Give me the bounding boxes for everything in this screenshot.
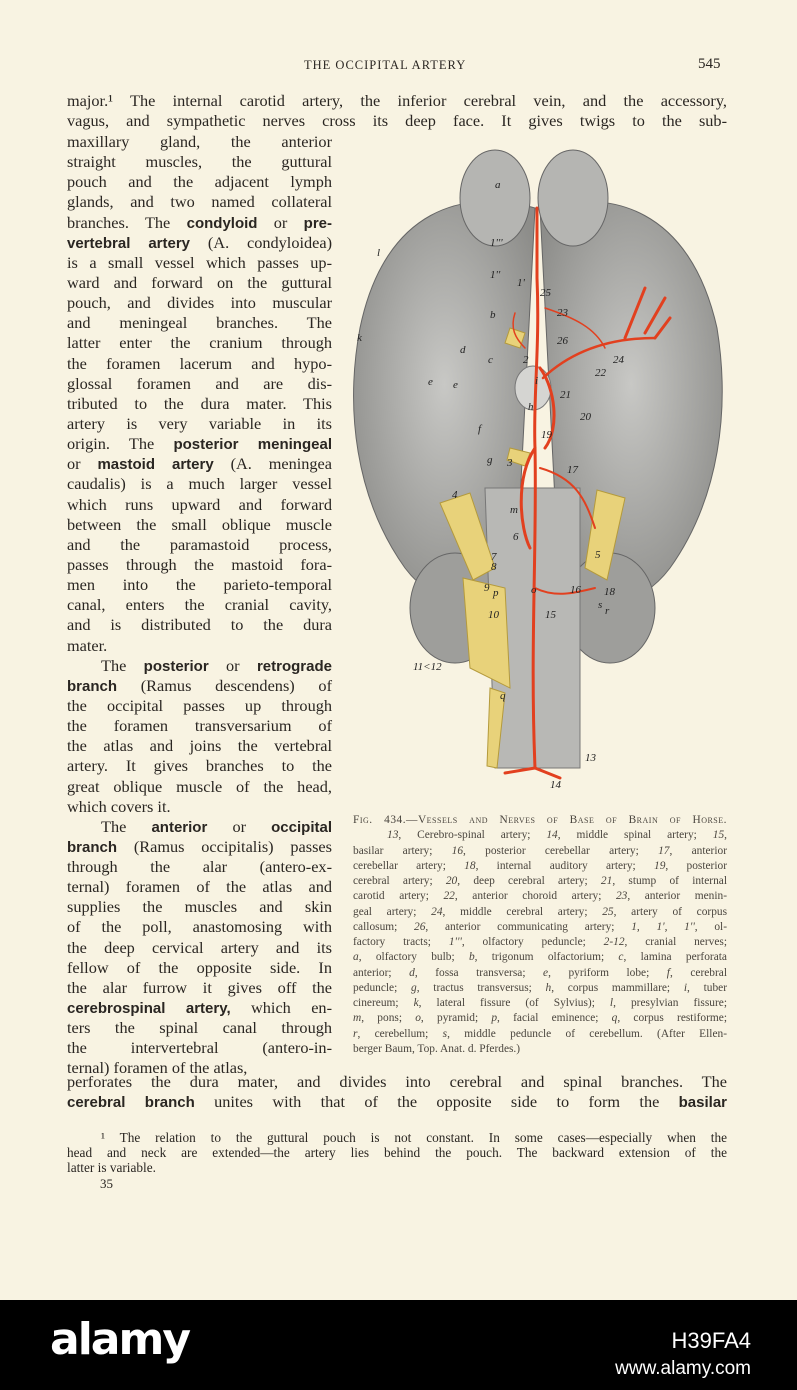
- text-line: [67, 656, 332, 676]
- text-span: berger Baum, Top. Anat. d. Pferdes.): [353, 1042, 521, 1055]
- text-span: mater.: [67, 635, 108, 655]
- text-span: through the alar (antero-ex-: [67, 857, 332, 877]
- text-line: [67, 636, 332, 656]
- text-line: [67, 495, 332, 515]
- figure-label: 11<12: [413, 661, 442, 673]
- text-span: the intervertebral (antero-in-: [67, 1038, 332, 1058]
- text-line: [67, 213, 332, 233]
- text-span: , corpus mammillare;: [551, 981, 684, 994]
- text-line: [67, 756, 332, 776]
- text-line: [67, 333, 332, 353]
- watermark-url: www.alamy.com: [615, 1358, 751, 1379]
- text-line: [67, 535, 332, 555]
- text-line: [67, 998, 332, 1018]
- text-span: ¹ The relation to the guttural pouch is not constant. In some cases—especially when the: [101, 1130, 727, 1145]
- text-line: [67, 736, 332, 756]
- text-line: [67, 938, 332, 958]
- figure-label: 9: [484, 582, 490, 594]
- text-span: the alar furrow it gives off the: [67, 977, 332, 997]
- figure-caption: [353, 813, 727, 1057]
- figure-label: 16: [570, 584, 581, 596]
- text-span: 18: [464, 859, 476, 872]
- text-line: [353, 996, 727, 1011]
- figure-label: 4: [452, 489, 458, 501]
- text-span: g: [411, 981, 417, 994]
- figure-label: g: [487, 454, 493, 466]
- text-span: men into the parieto-temporal: [67, 575, 332, 595]
- text-line: [67, 1130, 727, 1145]
- text-line: [67, 897, 332, 917]
- text-span: glands, and two named collateral: [67, 192, 332, 212]
- text-line: [67, 394, 332, 414]
- bold-term: branch: [67, 838, 118, 856]
- text-span: 17: [658, 844, 670, 857]
- text-span: the atlas and joins the vertebral: [67, 736, 332, 756]
- text-span: , olfactory peduncle;: [461, 936, 604, 948]
- text-span: between the small oblique muscle: [67, 514, 332, 534]
- text-line: [67, 293, 332, 313]
- running-title: THE OCCIPITAL ARTERY: [304, 58, 467, 72]
- text-line: [67, 615, 332, 635]
- text-line: [67, 192, 332, 212]
- text-line: [67, 958, 332, 978]
- text-span: fellow of the opposite side. In: [67, 957, 332, 977]
- figure-label: 20: [580, 411, 591, 423]
- text-span: anterior;: [353, 966, 410, 979]
- text-line: [67, 716, 332, 736]
- text-span: straight muscles, the guttural: [67, 152, 332, 172]
- text-span: , pyramid;: [420, 1012, 492, 1025]
- text-span: , deep cerebral artery;: [457, 875, 601, 887]
- text-span: 26: [414, 920, 426, 933]
- text-line: [67, 595, 332, 615]
- text-line: [353, 920, 727, 935]
- text-line: [353, 828, 727, 843]
- text-span: the foramen lacerum and hypo-: [67, 353, 332, 373]
- text-span: , cranial nerves;: [624, 936, 727, 948]
- text-line: [67, 434, 332, 454]
- figure-label: 24: [613, 354, 624, 366]
- text-span: a: [353, 951, 359, 964]
- text-span: q: [611, 1012, 618, 1025]
- bold-term: pre-: [303, 214, 333, 232]
- text-line: [353, 905, 727, 920]
- text-span: h: [545, 981, 552, 994]
- text-line: [67, 817, 332, 837]
- text-span: or: [208, 655, 257, 675]
- text-span: m: [353, 1012, 362, 1025]
- text-line: [67, 515, 332, 535]
- text-span: and meningeal branches. The: [67, 313, 332, 333]
- footnote: [67, 1130, 727, 1176]
- text-span: artery is very variable in its: [67, 413, 332, 433]
- text-span: l: [609, 997, 614, 1009]
- text-span: 2-12: [603, 936, 625, 948]
- text-span: b: [468, 951, 475, 964]
- text-line: [67, 152, 332, 172]
- text-line: [67, 273, 332, 293]
- text-span: , internal auditory artery;: [475, 859, 654, 872]
- figure-label: 23: [557, 307, 568, 319]
- text-span: the foramen transversarium of: [67, 716, 332, 736]
- figure-label: i: [535, 375, 539, 387]
- text-span: origin. The: [67, 434, 174, 454]
- text-span: , facial eminence;: [497, 1012, 612, 1025]
- text-span: , posterior cerebellar artery;: [463, 844, 659, 857]
- figure-label: 25: [540, 287, 551, 299]
- text-span: vagus, and sympathetic nerves cross its deep face. It gives twigs to the sub-: [67, 111, 727, 131]
- text-line: [67, 91, 727, 111]
- text-span: (A. meningea: [213, 454, 332, 474]
- text-line: [353, 1011, 727, 1026]
- figure-label: f: [478, 423, 482, 435]
- text-span: head and neck are extended—the artery lies behind the pouch. The backward extension of the: [67, 1145, 727, 1161]
- figure-label: 14: [550, 779, 561, 791]
- text-span: o: [415, 1012, 421, 1025]
- text-span: the occipital passes up through: [67, 695, 332, 715]
- text-span: r: [353, 1027, 358, 1040]
- text-span: c: [618, 951, 624, 964]
- figure-label: 8: [491, 561, 497, 573]
- text-span: , middle spinal artery;: [557, 829, 713, 842]
- text-line: [67, 233, 332, 253]
- text-line: [67, 1160, 727, 1175]
- body-text-bottom: [67, 1072, 727, 1112]
- text-span: major.¹ The internal carotid artery, the inferior cerebral vein, and the accessory,: [67, 91, 727, 110]
- bold-term: cerebrospinal artery,: [67, 1000, 231, 1018]
- text-line: [67, 454, 332, 474]
- figure-label: e: [428, 376, 433, 388]
- text-line: [67, 374, 332, 394]
- text-span: which runs upward and forward: [67, 494, 332, 514]
- text-span: canal, enters the cranial cavity,: [67, 595, 332, 615]
- figure-label: b: [490, 309, 496, 321]
- text-span: , lateral fissure (of Sylvius);: [418, 997, 610, 1009]
- figure-label: m: [510, 504, 518, 516]
- text-span: 14: [546, 829, 558, 842]
- text-line: [67, 676, 332, 696]
- bold-term: branch: [67, 677, 118, 695]
- figure-label: e: [453, 379, 458, 391]
- bold-term: condyloid: [186, 214, 258, 232]
- text-span: pouch, and divides into muscular: [67, 293, 332, 313]
- text-line: [67, 777, 332, 797]
- figure-label: 7: [491, 551, 497, 563]
- figure-label: 17: [567, 464, 578, 476]
- text-span: supplies the muscles and skin: [67, 897, 332, 917]
- text-span: callosum;: [353, 920, 415, 933]
- text-span: f: [666, 966, 670, 979]
- text-span: , anterior menin-: [627, 890, 727, 903]
- alamy-logo: alamy: [50, 1314, 189, 1365]
- figure-label: d: [460, 344, 466, 356]
- figure-label: 1''': [490, 237, 503, 249]
- text-span: latter is variable.: [67, 1160, 156, 1176]
- text-span: , ol-: [694, 920, 727, 933]
- text-span: 1''': [448, 936, 462, 948]
- text-span: , middle cerebral artery;: [442, 905, 603, 918]
- image-id: H39FA4: [671, 1328, 751, 1353]
- text-span: great oblique muscle of the head,: [67, 776, 332, 796]
- text-line: [67, 313, 332, 333]
- figure-label: 13: [585, 752, 596, 764]
- text-line: [353, 813, 727, 828]
- text-span: e: [543, 966, 549, 979]
- figure-label: 18: [604, 586, 615, 598]
- text-span: 13: [387, 829, 399, 842]
- text-span: k: [413, 997, 419, 1009]
- text-span: , corpus restiforme;: [617, 1012, 727, 1025]
- text-span: , cerebellum;: [357, 1027, 443, 1040]
- figure-label: o: [531, 584, 537, 596]
- text-line: [67, 877, 332, 897]
- text-span: unites with that of the opposite side to form the: [194, 1092, 679, 1112]
- text-span: , cerebral: [669, 966, 727, 979]
- text-span: latter enter the cranium through: [67, 333, 332, 353]
- text-span: (Ramus descendens) of: [117, 675, 332, 695]
- bold-term: basilar: [678, 1094, 728, 1112]
- text-line: [353, 874, 727, 889]
- text-span: cinereum;: [353, 997, 414, 1009]
- text-span: d: [409, 966, 415, 979]
- text-span: , stump of internal: [612, 875, 727, 887]
- text-span: pouch and the adjacent lymph: [67, 172, 332, 192]
- figure-label: q: [500, 690, 506, 702]
- text-span: ternal) foramen of the atlas and: [67, 877, 332, 897]
- figure-label: 19: [541, 429, 552, 441]
- text-span: is a small vessel which passes up-: [67, 252, 332, 272]
- text-line: [67, 575, 332, 595]
- bold-term: retrograde: [256, 657, 332, 675]
- figure-label: h: [528, 401, 534, 413]
- figure-label: p: [493, 587, 499, 599]
- text-span: 21: [600, 875, 613, 887]
- text-span: or: [257, 212, 304, 232]
- figure-label: 1'': [490, 269, 501, 281]
- text-line: [353, 935, 727, 950]
- text-line: [67, 857, 332, 877]
- text-span: caudalis) is a much larger vessel: [67, 474, 332, 494]
- text-span: tributed to the dura mater. This: [67, 393, 332, 413]
- text-line: [67, 696, 332, 716]
- figure-label: 22: [595, 367, 606, 379]
- brain-figure: [345, 148, 730, 798]
- text-line: [353, 1027, 727, 1042]
- text-span: 16: [451, 844, 464, 857]
- text-span: 1, 1', 1'': [631, 920, 695, 933]
- text-line: [67, 837, 332, 857]
- text-span: or: [67, 454, 98, 474]
- text-span: cerebral artery;: [353, 875, 446, 887]
- text-span: , Cerebro-spinal artery;: [398, 829, 547, 842]
- body-text-column: [67, 132, 332, 1079]
- figure-label: c: [488, 354, 493, 366]
- text-line: [67, 354, 332, 374]
- text-span: , anterior communicating artery;: [425, 920, 632, 933]
- text-line: [67, 1092, 727, 1112]
- text-line: [67, 111, 727, 131]
- text-span: s: [442, 1027, 448, 1040]
- text-line: [353, 1042, 727, 1057]
- text-line: [353, 844, 727, 859]
- figure-label: 2: [523, 354, 529, 366]
- text-line: [353, 966, 727, 981]
- text-span: and the paramastoid process,: [67, 534, 332, 554]
- text-line: [353, 950, 727, 965]
- text-span: (Ramus occipitalis) passes: [117, 836, 332, 856]
- text-span: ternal) foramen of the atlas,: [67, 1058, 248, 1078]
- body-text-top: [67, 91, 727, 131]
- figure-label: l: [377, 247, 381, 259]
- text-span: 15: [712, 829, 725, 842]
- figure-label: k: [357, 332, 362, 344]
- text-span: , artery of corpus: [613, 905, 728, 918]
- text-span: of the poll, anastomosing with: [67, 917, 332, 937]
- figure-label: 26: [557, 335, 568, 347]
- text-span: , tuber: [687, 981, 727, 994]
- text-line: [353, 859, 727, 874]
- bold-term: posterior: [143, 657, 209, 675]
- figure-label: 3: [507, 457, 513, 469]
- text-span: cerebellar artery;: [353, 859, 465, 872]
- figure-label: 5: [595, 549, 601, 561]
- text-span: , anterior: [669, 844, 728, 857]
- bold-term: anterior: [151, 818, 208, 836]
- text-span: p: [491, 1012, 498, 1025]
- bold-term: vertebral artery: [67, 234, 191, 252]
- text-span: which en-: [230, 998, 332, 1018]
- text-span: , presylvian fissure;: [613, 997, 727, 1009]
- text-line: [67, 917, 332, 937]
- text-span: carotid artery;: [353, 890, 444, 903]
- text-span: and is distributed to the dura: [67, 615, 332, 635]
- text-span: , fossa transversa;: [414, 966, 544, 979]
- text-span: i: [683, 981, 688, 994]
- text-span: the deep cervical artery and its: [67, 937, 332, 957]
- text-line: [67, 978, 332, 998]
- page-number: 545: [698, 56, 721, 72]
- text-span: geal artery;: [353, 905, 432, 918]
- text-span: , trigonum olfactorium;: [474, 951, 619, 964]
- text-span: ters the spinal canal through: [67, 1018, 332, 1038]
- text-line: [67, 797, 332, 817]
- text-span: , pons;: [361, 1012, 416, 1025]
- text-span: , tractus transversus;: [416, 981, 546, 994]
- text-line: [67, 1145, 727, 1160]
- text-span: 24: [431, 905, 443, 918]
- text-span: The: [101, 816, 152, 836]
- text-span: ward and forward on the guttural: [67, 272, 332, 292]
- figure-label: 1': [517, 277, 525, 289]
- text-line: [67, 1072, 727, 1092]
- figure-label: 21: [560, 389, 571, 401]
- text-span: , anterior choroid artery;: [454, 890, 616, 903]
- text-line: [67, 555, 332, 575]
- bold-term: cerebral branch: [67, 1094, 195, 1112]
- bold-term: occipital: [271, 818, 332, 836]
- text-span: peduncle;: [353, 981, 412, 994]
- text-span: glossal foramen and are dis-: [67, 373, 332, 393]
- text-line: [67, 1038, 332, 1058]
- text-line: [353, 981, 727, 996]
- text-span: ,: [724, 829, 727, 842]
- text-span: , middle peduncle of cerebellum. (After Ellen-: [447, 1027, 727, 1040]
- text-line: [67, 253, 332, 273]
- watermark-bar: [0, 1300, 797, 1390]
- text-span: which covers it.: [67, 796, 171, 816]
- text-span: passes through the mastoid fora-: [67, 554, 332, 574]
- text-line: [67, 474, 332, 494]
- text-span: 25: [602, 905, 614, 918]
- text-span: basilar artery;: [353, 844, 452, 857]
- text-span: The: [101, 655, 144, 675]
- text-span: or: [207, 816, 272, 836]
- text-span: 22: [443, 890, 455, 903]
- bold-term: mastoid artery: [97, 456, 214, 474]
- text-span: artery. It gives branches to the: [67, 756, 332, 776]
- text-span: , posterior: [665, 859, 728, 872]
- figure-label: a: [495, 179, 501, 191]
- text-line: [67, 414, 332, 434]
- text-span: 20: [445, 875, 458, 887]
- bold-term: posterior meningeal: [173, 436, 332, 454]
- signature-mark: 35: [100, 1176, 113, 1191]
- figure-label: 10: [488, 609, 499, 621]
- figure-label: 6: [513, 531, 519, 543]
- text-line: [67, 132, 332, 152]
- text-span: Fig. 434.—Vessels and Nerves of Base of Brain of Horse.: [353, 814, 727, 826]
- text-span: factory tracts;: [353, 936, 449, 948]
- text-span: branches. The: [67, 212, 187, 232]
- brain-illustration: [345, 148, 730, 798]
- text-span: maxillary gland, the anterior: [67, 132, 332, 151]
- text-span: perforates the dura mater, and divides into cerebral and spinal branches. The: [67, 1072, 727, 1091]
- text-line: [353, 889, 727, 904]
- figure-label: 15: [545, 609, 556, 621]
- text-line: [67, 172, 332, 192]
- text-span: 23: [615, 890, 628, 903]
- figure-label: s: [598, 599, 603, 611]
- text-span: (A. condyloidea): [190, 232, 332, 252]
- text-span: , pyriform lobe;: [548, 966, 667, 979]
- text-line: [67, 1018, 332, 1038]
- figure-label: r: [605, 605, 610, 617]
- text-span: 19: [654, 859, 666, 872]
- text-span: , olfactory bulb;: [358, 951, 469, 964]
- text-span: , lamina perforata: [623, 951, 727, 964]
